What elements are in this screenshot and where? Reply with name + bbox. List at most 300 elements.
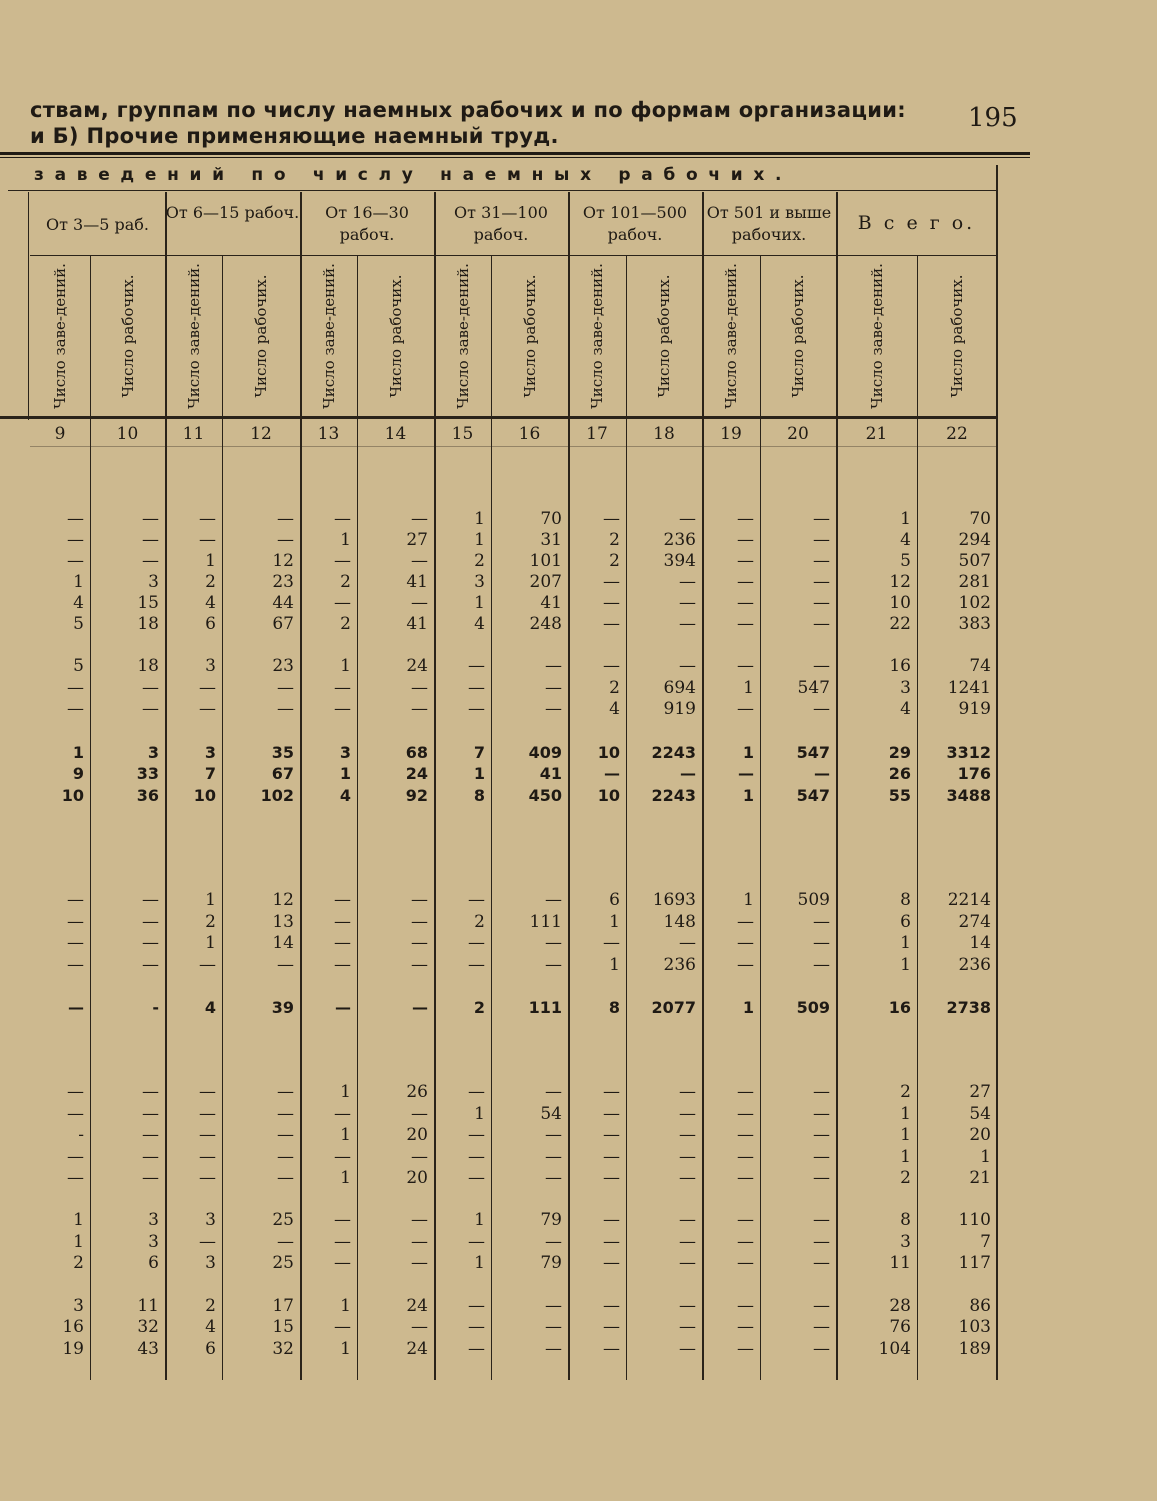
table-cell: — [545, 1232, 562, 1252]
table-cell: — [737, 1168, 754, 1188]
table-cell: 1 [474, 593, 485, 613]
table-cell: 694 [663, 678, 696, 698]
table-cell: — [737, 1147, 754, 1167]
table-cell: — [604, 764, 620, 783]
table-cell: — [679, 1317, 696, 1337]
table-cell: — [334, 1210, 351, 1230]
table-cell: 29 [888, 743, 911, 762]
column-number: 22 [946, 424, 968, 444]
table-cell: 16 [889, 656, 911, 676]
table-cell: 15 [272, 1317, 294, 1337]
table-cell: — [545, 1339, 562, 1359]
table-cell: 23 [272, 656, 294, 676]
subheader-workers: Число рабочих. [386, 274, 404, 398]
table-cell: 111 [528, 998, 562, 1017]
table-cell: 32 [272, 1339, 294, 1359]
table-cell: — [813, 1339, 830, 1359]
column-number: 11 [182, 424, 205, 444]
table-cell: — [199, 1232, 216, 1252]
table-cell: 41 [540, 593, 562, 613]
table-cell: 6 [900, 912, 911, 932]
table-cell: 79 [540, 1253, 562, 1273]
table-cell: 2 [205, 572, 216, 592]
table-cell: — [737, 656, 754, 676]
table-top-rule [8, 190, 998, 191]
table-cell: — [468, 1317, 485, 1337]
table-cell: — [603, 1210, 620, 1230]
table-cell: 26 [406, 1082, 428, 1102]
subheader-workers: Число рабочих. [788, 274, 807, 398]
table-cell: 8 [900, 890, 911, 910]
table-cell: 236 [958, 955, 991, 975]
table-cell: 24 [406, 1339, 428, 1359]
table-cell: 4 [900, 530, 911, 550]
table-cell: 507 [958, 551, 991, 571]
table-cell: 111 [529, 912, 562, 932]
table-spanner-title: заведений по числу наемных рабочих. [34, 165, 793, 185]
table-cell: — [412, 998, 428, 1017]
table-cell: — [545, 955, 562, 975]
table-cell: — [411, 551, 428, 571]
table-cell: 76 [889, 1317, 911, 1337]
table-cell: — [277, 509, 294, 529]
table-cell: — [335, 998, 351, 1017]
table-cell: 5 [900, 551, 911, 571]
table-cell: — [334, 1147, 351, 1167]
table-cell: 2 [900, 1082, 911, 1102]
group-rule [30, 255, 165, 256]
table-cell: 39 [271, 998, 294, 1017]
header-rule-thin [0, 157, 1030, 158]
column-number: 9 [54, 424, 66, 444]
table-cell: 1 [340, 1125, 351, 1145]
table-cell: 6 [205, 614, 216, 634]
table-cell: — [142, 1147, 159, 1167]
table-cell: 4 [339, 786, 351, 805]
table-cell: 23 [272, 572, 294, 592]
table-cell: — [603, 656, 620, 676]
table-cell: — [679, 933, 696, 953]
table-cell: 547 [796, 743, 830, 762]
table-cell: — [737, 530, 754, 550]
table-cell: — [737, 955, 754, 975]
table-cell: 1 [474, 1210, 485, 1230]
table-cell: — [199, 955, 216, 975]
table-cell: — [468, 1339, 485, 1359]
table-cell: — [142, 1168, 159, 1188]
table-cell: 3 [148, 1210, 159, 1230]
header-rule [0, 152, 1030, 155]
column-number: 21 [865, 424, 888, 444]
table-cell: 1 [339, 764, 351, 783]
table-cell: — [813, 572, 830, 592]
table-cell: 19 [62, 1339, 84, 1359]
table-cell: — [679, 509, 696, 529]
column-number: 18 [653, 424, 675, 444]
subheader-workers: Число рабочих. [118, 274, 136, 398]
group-rule [568, 255, 702, 256]
table-cell: 248 [529, 614, 562, 634]
table-cell: — [545, 1296, 562, 1316]
table-cell: 4 [609, 699, 620, 719]
table-cell: — [813, 699, 830, 719]
table-cell: - [78, 1125, 84, 1145]
table-cell: 86 [969, 1296, 991, 1316]
table-cell: — [737, 1253, 754, 1273]
table-cell: — [468, 955, 485, 975]
table-cell: — [411, 933, 428, 953]
table-cell: — [545, 1168, 562, 1188]
table-cell: — [603, 1317, 620, 1337]
table-cell: 1 [340, 656, 351, 676]
table-cell: — [277, 1168, 294, 1188]
table-cell: 2 [474, 912, 485, 932]
group-header: От 31—100 рабоч. [454, 203, 548, 244]
table-cell: — [199, 699, 216, 719]
table-cell: 1 [205, 933, 216, 953]
table-cell: — [813, 1082, 830, 1102]
subheader-establishments: Число заве-дений. [453, 263, 471, 409]
table-cell: — [277, 1232, 294, 1252]
table-cell: 13 [272, 912, 294, 932]
table-left-rule [28, 192, 29, 420]
table-cell: — [468, 1168, 485, 1188]
table-cell: 2 [205, 1296, 216, 1316]
table-cell: - [152, 998, 159, 1017]
table-cell: 1 [742, 786, 754, 805]
table-cell: 2 [609, 530, 620, 550]
table-cell: 15 [137, 593, 159, 613]
table-cell: — [737, 593, 754, 613]
table-cell: 1 [205, 551, 216, 571]
table-cell: 207 [529, 572, 562, 592]
table-cell: 547 [796, 786, 830, 805]
table-cell: 32 [137, 1317, 159, 1337]
table-cell: 3 [474, 572, 485, 592]
table-cell: — [545, 933, 562, 953]
table-cell: — [142, 933, 159, 953]
table-cell: 2 [205, 912, 216, 932]
table-cell: 3 [900, 678, 911, 698]
table-cell: 394 [663, 551, 696, 571]
table-cell: 4 [205, 1317, 216, 1337]
table-cell: — [737, 572, 754, 592]
table-cell: — [277, 1104, 294, 1124]
table-cell: — [679, 1296, 696, 1316]
table-cell: 1 [900, 1125, 911, 1145]
table-cell: — [334, 1104, 351, 1124]
group-rule [300, 255, 434, 256]
table-cell: — [67, 1082, 84, 1102]
table-cell: 33 [136, 764, 159, 783]
table-cell: — [545, 656, 562, 676]
table-cell: — [813, 1104, 830, 1124]
table-cell: — [737, 1339, 754, 1359]
table-cell: 3 [339, 743, 351, 762]
table-cell: — [67, 1104, 84, 1124]
table-cell: 3 [205, 656, 216, 676]
table-cell: 26 [888, 764, 911, 783]
table-cell: — [679, 572, 696, 592]
table-cell: — [813, 530, 830, 550]
table-cell: 4 [204, 998, 216, 1017]
group-header: В с е г о. [857, 212, 976, 234]
table-cell: — [468, 656, 485, 676]
table-cell: — [603, 509, 620, 529]
table-cell: 1 [340, 1082, 351, 1102]
table-cell: 1 [473, 764, 485, 783]
table-cell: — [603, 572, 620, 592]
table-cell: — [199, 1147, 216, 1167]
table-cell: 27 [969, 1082, 991, 1102]
subheader-establishments: Число заве-дений. [184, 263, 202, 409]
table-cell: 919 [663, 699, 696, 719]
table-cell: 7 [204, 764, 216, 783]
table-cell: 1241 [947, 678, 991, 698]
table-cell: — [142, 699, 159, 719]
table-cell: — [813, 1317, 830, 1337]
table-cell: 1 [72, 743, 84, 762]
table-cell: — [737, 509, 754, 529]
table-cell: 1 [900, 509, 911, 529]
table-cell: — [142, 1104, 159, 1124]
table-cell: 409 [528, 743, 562, 762]
table-cell: — [68, 998, 84, 1017]
table-cell: 20 [406, 1168, 428, 1188]
column-number: 16 [518, 424, 541, 444]
group-header: От 101—500 рабоч. [582, 203, 688, 244]
table-cell: 1 [340, 1296, 351, 1316]
table-cell: — [603, 1232, 620, 1252]
table-cell: 17 [272, 1296, 294, 1316]
table-cell: 11 [889, 1253, 911, 1273]
table-cell: 3312 [946, 743, 991, 762]
table-cell: 1 [474, 1104, 485, 1124]
table-cell: 1 [609, 912, 620, 932]
table-cell: 547 [797, 678, 830, 698]
column-number: 14 [384, 424, 407, 444]
table-cell: 2 [473, 998, 485, 1017]
table-cell: — [679, 1125, 696, 1145]
table-cell: — [277, 955, 294, 975]
table-cell: 3 [148, 572, 159, 592]
table-cell: — [411, 1210, 428, 1230]
table-cell: — [277, 678, 294, 698]
table-cell: — [199, 509, 216, 529]
table-cell: — [813, 1210, 830, 1230]
table-cell: 281 [958, 572, 991, 592]
table-cell: 102 [958, 593, 991, 613]
table-cell: — [277, 1082, 294, 1102]
table-cell: 101 [529, 551, 562, 571]
table-cell: 1 [340, 530, 351, 550]
table-cell: — [679, 1104, 696, 1124]
table-cell: — [142, 551, 159, 571]
table-cell: 21 [969, 1168, 991, 1188]
table-cell: 1 [73, 1210, 84, 1230]
table-cell: 274 [958, 912, 991, 932]
table-cell: — [737, 699, 754, 719]
table-cell: 5 [73, 656, 84, 676]
table-cell: 6 [205, 1339, 216, 1359]
table-cell: 1 [900, 933, 911, 953]
table-cell: 236 [663, 955, 696, 975]
table-cell: 18 [137, 614, 159, 634]
table-cell: — [468, 1147, 485, 1167]
table-cell: 3 [204, 743, 216, 762]
subheader-establishments: Число заве-дений. [587, 263, 606, 409]
column-number: 17 [586, 424, 608, 444]
group-header: От 501 и выше рабочих. [706, 203, 832, 244]
table-cell: 450 [528, 786, 562, 805]
group-rule [702, 255, 836, 256]
table-cell: 3 [73, 1296, 84, 1316]
table-cell: — [545, 1125, 562, 1145]
table-cell: — [142, 912, 159, 932]
table-cell: 3 [900, 1232, 911, 1252]
table-cell: 4 [73, 593, 84, 613]
table-cell: — [813, 656, 830, 676]
table-cell: 27 [406, 530, 428, 550]
table-cell: 8 [608, 998, 620, 1017]
group-header: От 16—30 рабоч. [325, 203, 409, 244]
table-cell: — [603, 593, 620, 613]
table-cell: 294 [958, 530, 991, 550]
table-cell: — [545, 1317, 562, 1337]
table-cell: 1 [743, 678, 754, 698]
table-cell: — [679, 1082, 696, 1102]
table-cell: — [67, 955, 84, 975]
table-cell: 54 [540, 1104, 562, 1124]
table-cell: — [603, 1296, 620, 1316]
table-cell: 28 [889, 1296, 911, 1316]
table-cell: — [468, 678, 485, 698]
table-cell: 3 [147, 743, 159, 762]
table-cell: — [67, 551, 84, 571]
table-cell: — [334, 1253, 351, 1273]
table-cell: 41 [406, 614, 428, 634]
table-cell: — [411, 912, 428, 932]
table-cell: — [67, 1147, 84, 1167]
table-cell: 117 [958, 1253, 991, 1273]
table-cell: 6 [609, 890, 620, 910]
table-cell: — [679, 656, 696, 676]
table-cell: 1 [474, 1253, 485, 1273]
table-cell: 20 [406, 1125, 428, 1145]
table-cell: — [737, 1104, 754, 1124]
table-cell: — [411, 1104, 428, 1124]
table-cell: — [813, 1253, 830, 1273]
table-cell: — [334, 890, 351, 910]
subheader-establishments: Число заве-дений. [867, 263, 885, 409]
table-cell: — [67, 530, 84, 550]
table-cell: — [737, 1232, 754, 1252]
table-cell: 14 [969, 933, 991, 953]
table-cell: — [277, 699, 294, 719]
table-cell: 1 [900, 1147, 911, 1167]
table-cell: — [468, 699, 485, 719]
table-cell: — [679, 1253, 696, 1273]
table-cell: 12 [889, 572, 911, 592]
table-cell: 2 [340, 614, 351, 634]
table-cell: — [737, 1125, 754, 1145]
table-cell: — [545, 1082, 562, 1102]
table-cell: 16 [888, 998, 911, 1017]
table-cell: 24 [406, 1296, 428, 1316]
table-cell: — [67, 699, 84, 719]
table-cell: 1693 [652, 890, 696, 910]
subheader-workers: Число рабочих. [947, 274, 966, 398]
table-cell: — [813, 1168, 830, 1188]
table-cell: 24 [405, 764, 428, 783]
table-cell: 2214 [947, 890, 991, 910]
table-cell: — [468, 1296, 485, 1316]
table-cell: — [603, 933, 620, 953]
table-cell: — [738, 764, 754, 783]
table-cell: — [813, 1147, 830, 1167]
table-cell: 3 [205, 1253, 216, 1273]
table-cell: — [603, 1082, 620, 1102]
table-cell: 102 [260, 786, 294, 805]
colnum-rule [30, 446, 996, 447]
table-cell: 25 [272, 1253, 294, 1273]
table-cell: — [603, 1147, 620, 1167]
table-cell: — [468, 1232, 485, 1252]
table-cell: — [334, 933, 351, 953]
header-bottom-rule [0, 416, 998, 419]
table-cell: 10 [889, 593, 911, 613]
table-cell: 16 [62, 1317, 84, 1337]
table-cell: 110 [958, 1210, 991, 1230]
table-cell: — [67, 890, 84, 910]
table-cell: 12 [272, 551, 294, 571]
table-cell: 1 [900, 1104, 911, 1124]
subheader-workers: Число рабочих. [654, 274, 673, 398]
table-cell: — [411, 1253, 428, 1273]
table-cell: 5 [73, 614, 84, 634]
table-cell: — [142, 890, 159, 910]
table-cell: — [603, 1253, 620, 1273]
group-header: От 3—5 раб. [46, 215, 149, 234]
table-cell: 20 [969, 1125, 991, 1145]
page-number: 195 [968, 103, 1018, 133]
table-cell: — [545, 699, 562, 719]
table-cell: — [199, 1104, 216, 1124]
column-number: 12 [250, 424, 272, 444]
table-cell: 1 [742, 998, 754, 1017]
table-cell: 55 [888, 786, 911, 805]
table-cell: — [334, 1232, 351, 1252]
table-cell: 3 [148, 1232, 159, 1252]
table-cell: — [142, 530, 159, 550]
table-cell: 10 [193, 786, 216, 805]
table-cell: 7 [473, 743, 485, 762]
table-cell: 919 [958, 699, 991, 719]
table-cell: 1 [474, 530, 485, 550]
table-cell: 41 [539, 764, 562, 783]
table-cell: 10 [61, 786, 84, 805]
table-cell: 2738 [946, 998, 991, 1017]
table-cell: — [545, 1147, 562, 1167]
table-cell: 176 [957, 764, 991, 783]
column-number: 20 [787, 424, 809, 444]
table-cell: 1 [73, 572, 84, 592]
table-cell: 2 [609, 551, 620, 571]
table-cell: — [679, 1339, 696, 1359]
table-cell: 24 [406, 656, 428, 676]
table-cell: 10 [597, 743, 620, 762]
table-cell: 2077 [651, 998, 696, 1017]
